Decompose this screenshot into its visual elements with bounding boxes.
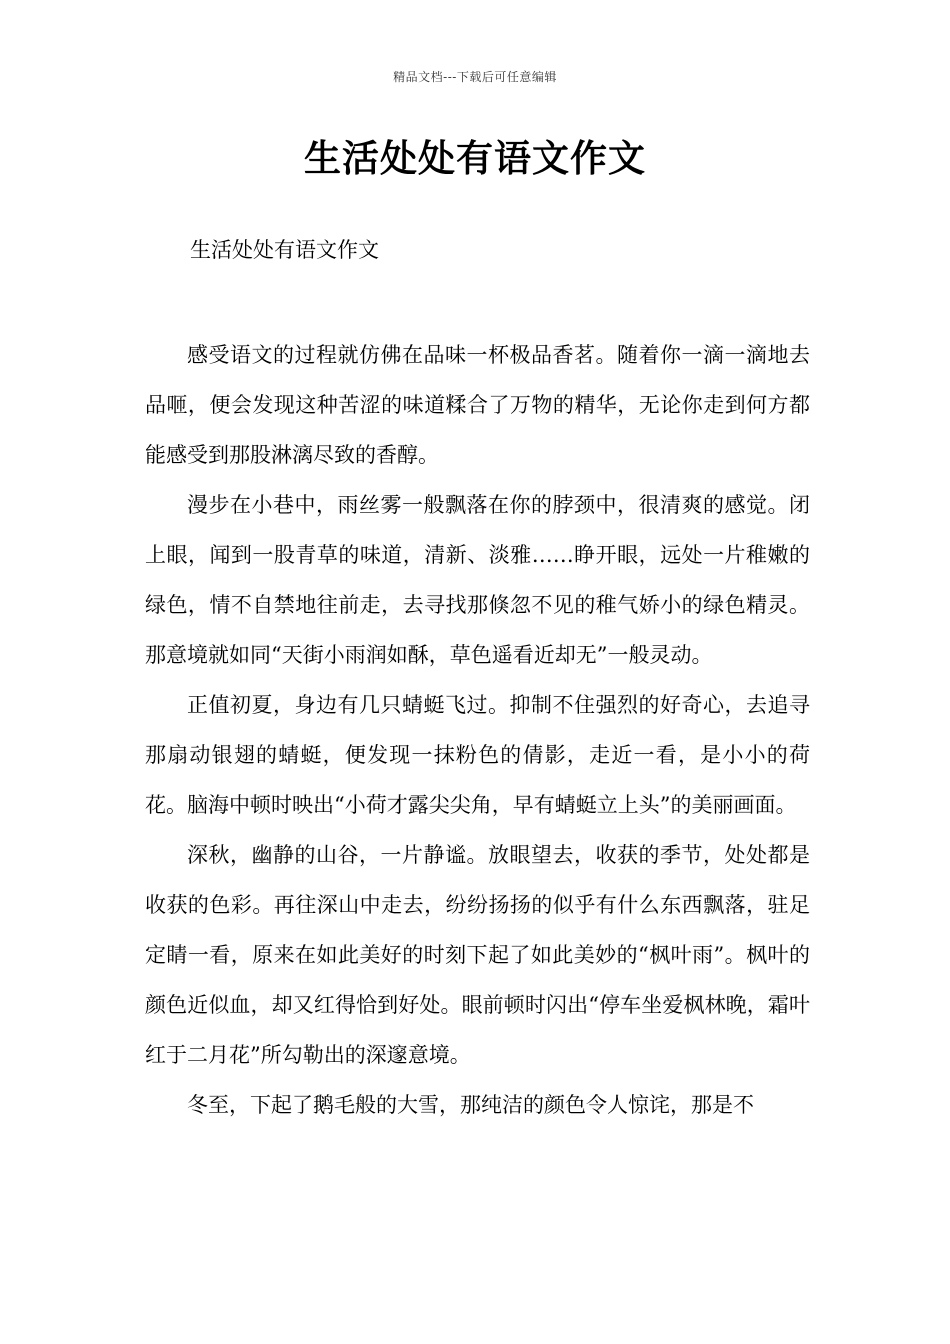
page-header: 精品文档---下载后可任意编辑 xyxy=(393,70,557,84)
document-title: 生活处处有语文作文 xyxy=(304,136,646,180)
paragraph: 漫步在小巷中，雨丝雾一般飘落在你的脖颈中，很清爽的感觉。闭上眼，闻到一股青草的味道，清新、淡雅……睁开眼，远处一片稚嫩的绿色，情不自禁地往前走，去寻找那倏忽不见的稚气娇小的绿色精灵。那意境就如同“天街小雨润如酥，草色遥看近却无”一般灵动。 xyxy=(145,493,810,667)
paragraph: 正值初夏，身边有几只蜻蜓飞过。抑制不住强烈的好奇心，去追寻那扇动银翅的蜻蜓，便发现一抹粉色的倩影，走近一看，是小小的荷花。脑海中顿时映出“小荷才露尖尖角，早有蜻蜓立上头”的美丽画面。 xyxy=(145,693,810,817)
document-subtitle: 生活处处有语文作文 xyxy=(190,238,379,262)
paragraph: 感受语文的过程就仿佛在品味一杯极品香茗。随着你一滴一滴地去品咂，便会发现这种苦涩的味道糅合了万物的精华，无论你走到何方都能感受到那股淋漓尽致的香醇。 xyxy=(145,343,810,467)
paragraph: 深秋，幽静的山谷，一片静谧。放眼望去，收获的季节，处处都是收获的色彩。再往深山中走去，纷纷扬扬的似乎有什么东西飘落，驻足定睛一看，原来在如此美好的时刻下起了如此美妙的“枫叶雨”。枫叶的颜色近似血，却又红得恰到好处。眼前顿时闪出“停车坐爱枫林晚，霜叶红于二月花”所勾勒出的深邃意境。 xyxy=(145,843,810,1067)
paragraph: 冬至，下起了鹅毛般的大雪，那纯洁的颜色令人惊诧，那是不 xyxy=(187,1093,754,1117)
document-body xyxy=(145,330,810,1130)
